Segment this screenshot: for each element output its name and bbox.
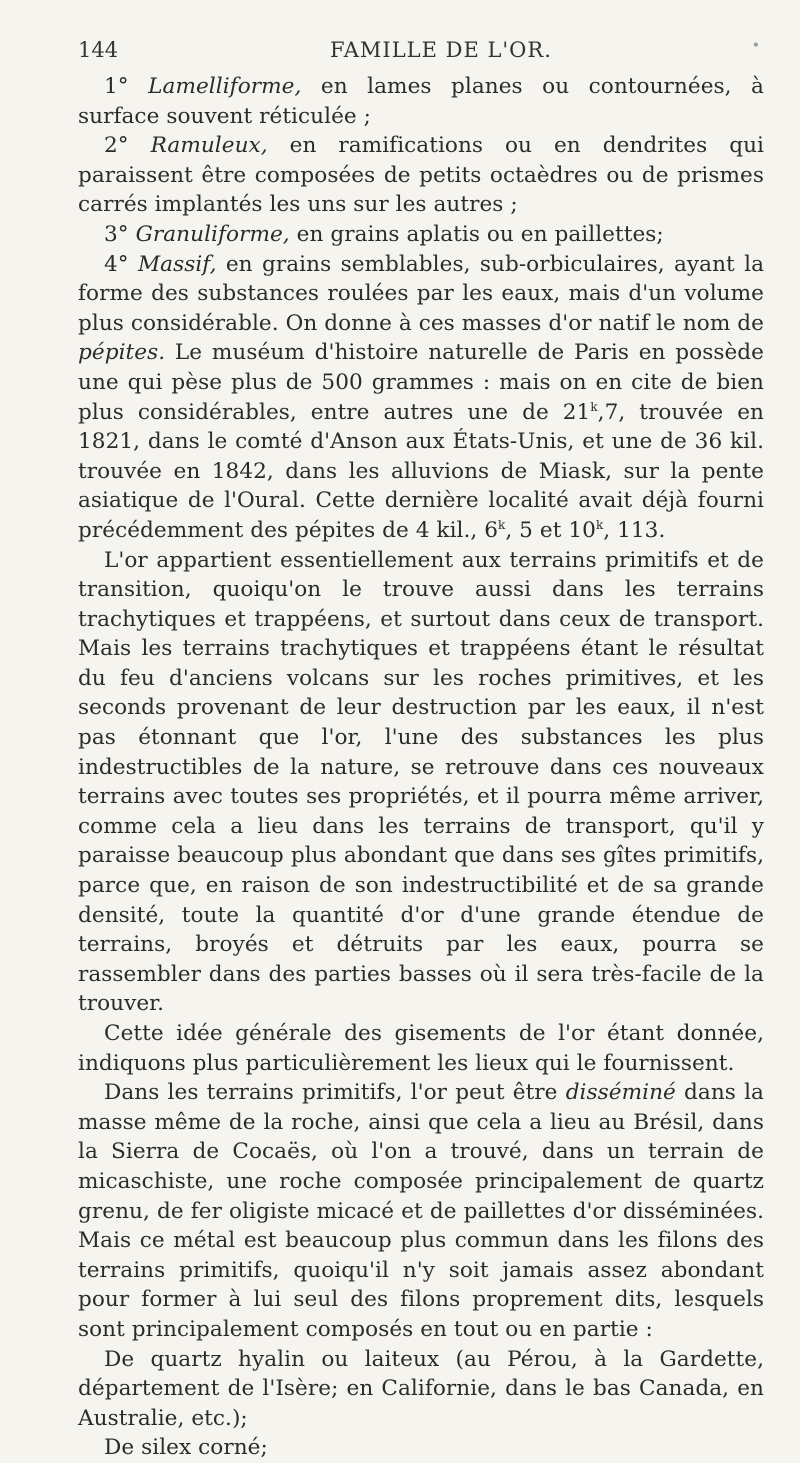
paragraph-silex: De silex corné; [104,1435,268,1461]
paragraph-granuliforme [78,220,764,250]
paragraph-gisements: L'or appartient essentiellement aux terrains primitifs et de transition, quoiqu'on le trouve aussi dans les terrains trachytiques et trappéens, et surtout dans ceux de transport. Mais les terrains trachytiques et trappéens étant le résultat du feu d'anciens volcans sur les roches primitives, et les seconds provenant de leur destruction par les eaux, il n'est pas étonnant que l'or, l'une des substances les plus indestructibles de la nature, se retrouve dans ces nouveaux terrains avec toutes ses propriétés, et il pourra même arriver, comme cela a lieu dans les terrains de transport, qu'il y paraisse beaucoup plus abondant que dans ses gîtes primitifs, parce que, en raison de son indestructibilité et de sa grande densité, toute la quantité d'or d'une grande étendue de terrains, broyés et détruits par les eaux, pourra se rassembler dans des parties basses où il sera très-facile de la trouver. [78,547,764,1017]
item-number: 3° [104,221,129,247]
paragraph-lamelliforme [78,72,764,131]
running-title: FAMILLE DE L'OR. [330,38,552,62]
item-text: Le muséum d'histoire naturelle de Paris en possède une qui pèse plus de 500 grammes : mais on en cite de bien plus considérables, entre autres une de 21 [78,340,764,425]
ink-dot-icon: • [751,38,760,54]
unit-superscript: k [595,517,604,532]
item-number: 4° [104,251,129,277]
item-text: ,7, trouvée en 1821, dans le comté d'Anson aux États-Unis, et une de 36 kil. trouvée en 1842, dans les alluvions de Miask, sur la pente asiatique de l'Oural. Cette dernière localité avait déjà fourni précédemment des pépites de 4 kil., 6 [78,399,765,543]
item-number: 2° [104,133,129,159]
unit-superscript: k [498,517,506,532]
paragraph-terrains-primitifs [78,1078,764,1344]
item-text: , 5 et 10 [505,517,596,543]
item-number: 1° [104,74,129,99]
item-text: , 113. [603,517,666,543]
paragraph-idee-generale: Cette idée générale des gisements de l'or étant donnée, indiquons plus particulièrement les lieux qui le fournissent. [78,1021,764,1076]
item-term-pepites: pépites. [78,340,166,366]
item-text: dans la masse même de la roche, ainsi que cela a lieu au Brésil, dans la Sierra de Cocaës, où l'on a trouvé, dans un terrain de micaschiste, une roche composée principalement de quartz grenu, de fer oligiste micacé et de paillettes d'or disséminées. Mais ce métal est beaucoup plus commun dans les filons des terrains primitifs, quoiqu'il n'y soit jamais assez abondant pour former à lui seul des filons proprement dits, lesquels sont principalement composés en tout ou en partie : [78,1080,764,1342]
page-header [78,38,764,72]
item-term: Ramuleux, [150,133,268,159]
paragraph-ramuleux [78,131,764,220]
item-text: Dans les terrains primitifs, l'or peut être [104,1080,566,1106]
item-term: Granuliforme, [135,221,290,247]
item-text: en grains semblables, sub-orbiculaires, ayant la forme des substances roulées par les eaux, mais d'un volume plus considérable. On donne à ces masses d'or natif le nom de [78,251,764,336]
item-text: en lames planes ou contournées, à surface souvent réticulée ; [78,74,764,129]
item-text: en grains aplatis ou en paillettes; [289,221,664,247]
item-term: Lamelliforme, [148,74,302,99]
item-term-dissemine: disséminé [565,1080,676,1106]
page-number: 144 [78,38,119,62]
item-term: Massif, [138,251,217,277]
unit-superscript: k [590,399,598,414]
paragraph-massif [78,250,764,546]
body-text [78,72,764,1463]
item-text: en ramifications ou en dendrites qui paraissent être composées de petits octaèdres ou de prismes carrés implantés les uns sur les autres ; [78,133,764,218]
paragraph-quartz: De quartz hyalin ou laiteux (au Pérou, à la Gardette, département de l'Isère; en Californie, dans le bas Canada, en Australie, etc.); [78,1346,764,1431]
